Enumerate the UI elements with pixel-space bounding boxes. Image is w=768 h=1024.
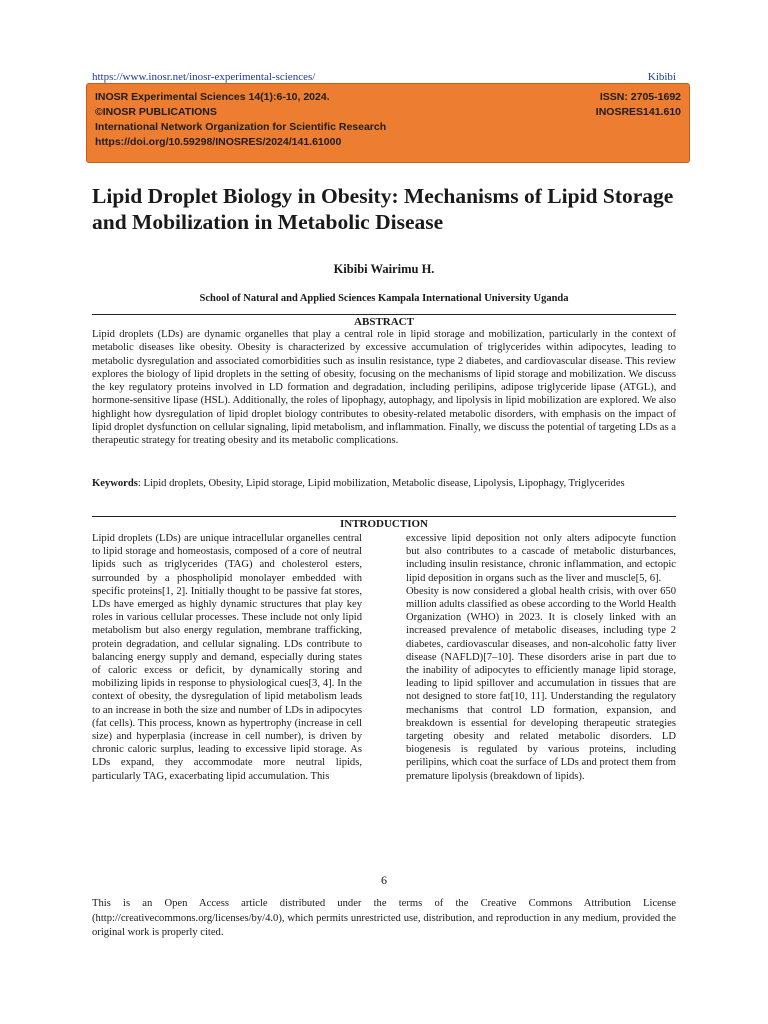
issn: ISSN: 2705-1692 [599,91,681,103]
intro-paragraph-3: Obesity is now considered a global health crisis, with over 650 million adults classified as obese according to the World Health Organization (WHO) in 2023. It is closely linked with an increased prevalence of metabolic diseases, including type 2 diabetes, cardiovascular diseases, and non-alcoholic fatty liver disease (NAFLD)[7–10]. These disorders arise in part due to the inability of adipocytes to efficiently manage lipid storage, leading to lipid spillover and accumulation in tissues that are not designed to store fat[10, 11]. Understanding the regulatory mechanisms that control LD formation, expansion, and breakdown is essential for developing therapeutic strategies targeting obesity and related metabolic disorders. LD biogenesis is regulated by various proteins, including perilipins, which coat the surface of LDs and protect them from premature lipolysis (breakdown of lipids). [406,585,676,782]
introduction-divider [92,516,676,517]
intro-paragraph-1: Lipid droplets (LDs) are unique intracellular organelles central to lipid storage and homeostasis, composed of a core of neutral lipids such as triglycerides (TAG) and cholesterol esters, surrounded by a phospholipid monolayer embedded with specific proteins[1, 2]. Initially thought to be passive fat stores, LDs have emerged as highly dynamic structures that play key roles in various cellular processes. These include not only lipid metabolism but also energy regulation, membrane trafficking, protein degradation, and cellular signaling. LDs contribute to balancing energy supply and demand, especially during states of caloric excess or deficit, by dynamically storing and mobilizing lipids in response to physiological cues[3, 4]. In the context of obesity, the dysregulation of lipid metabolism leads to an increase in both the size and number of LDs in adipocytes (fat cells). This process, known as hypertrophy (increase in cell size) and hyperplasia (increase in cell number), is driven by chronic caloric surplus, leading to excessive lipid storage. As LDs expand, they accommodate more neutral lipids, particularly TAG, exacerbating lipid accumulation. This [92,533,362,782]
introduction-left-column [92,532,362,783]
doi-link[interactable]: https://doi.org/10.59298/INOSRES/2024/141.61000 [95,136,342,148]
license-notice: This is an Open Access article distributed under the terms of the Creative Commons Attribution License (http://creativecommons.org/licenses/by/4.0), which permits unrestricted use, distribution, and reproduction in any medium, provided the original work is properly cited. [92,898,676,938]
abstract-divider [92,314,676,315]
page-number: 6 [381,873,387,887]
keywords-line [92,477,676,490]
journal-url-link[interactable]: https://www.inosr.net/inosr-experimental-sciences/ [92,71,316,83]
author-affiliation: School of Natural and Applied Sciences Kampala International University Uganda [199,293,569,304]
organization: International Network Organization for Scientific Research [95,121,387,133]
keywords-list: : Lipid droplets, Obesity, Lipid storage, Lipid mobilization, Metabolic disease, Lipolysis, Lipophagy, Triglycerides [137,478,625,489]
paper-title: Lipid Droplet Biology in Obesity: Mechanisms of Lipid Storage and Mobilization in Metabolic Disease [92,184,674,234]
journal-citation: INOSR Experimental Sciences 14(1):6-10, 2024. [95,91,330,103]
publisher: ©INOSR PUBLICATIONS [95,106,217,118]
intro-paragraph-2: excessive lipid deposition not only alters adipocyte function but also contributes to a cascade of metabolic disturbances, including insulin resistance, chronic inflammation, and ectopic lipid deposition in organs such as the liver and muscle[5, 6]. [406,533,676,584]
abstract-text: Lipid droplets (LDs) are dynamic organelles that play a central role in lipid storage and mobilization, particularly in the context of metabolic diseases like obesity. Obesity is characterized by excessive accumulation of triglycerides within adipocytes, leading to metabolic dysregulation and associated comorbidities such as insulin resistance, type 2 diabetes, and cardiovascular disease. This review explores the biology of lipid droplets in the setting of obesity, focusing on the mechanisms of lipid storage and mobilization. We discuss the key regulatory proteins involved in LD formation and degradation, including perilipins, adipose triglyceride lipase (ATGL), and hormone-sensitive lipase (HSL). Additionally, the roles of lipophagy, autophagy, and lipolysis in lipid mobilization are explored. We also highlight how dysregulation of lipid droplet biology contributes to obesity-related metabolic disorders, with emphasis on the impact of lipid droplet dysfunction on cellular signaling, lipid metabolism, and inflammation. Finally, we discuss the potential of targeting LDs as a therapeutic strategy for treating obesity and its metabolic complications. [92,329,676,447]
journal-banner [86,83,690,163]
abstract-heading: ABSTRACT [354,316,414,328]
author-name: Kibibi Wairimu H. [333,262,435,276]
introduction-heading: INTRODUCTION [339,518,428,530]
running-author: Kibibi [647,71,676,83]
introduction-right-column [406,532,676,783]
article-code: INOSRES141.610 [595,106,681,118]
keywords-label: Keywords [92,478,138,489]
